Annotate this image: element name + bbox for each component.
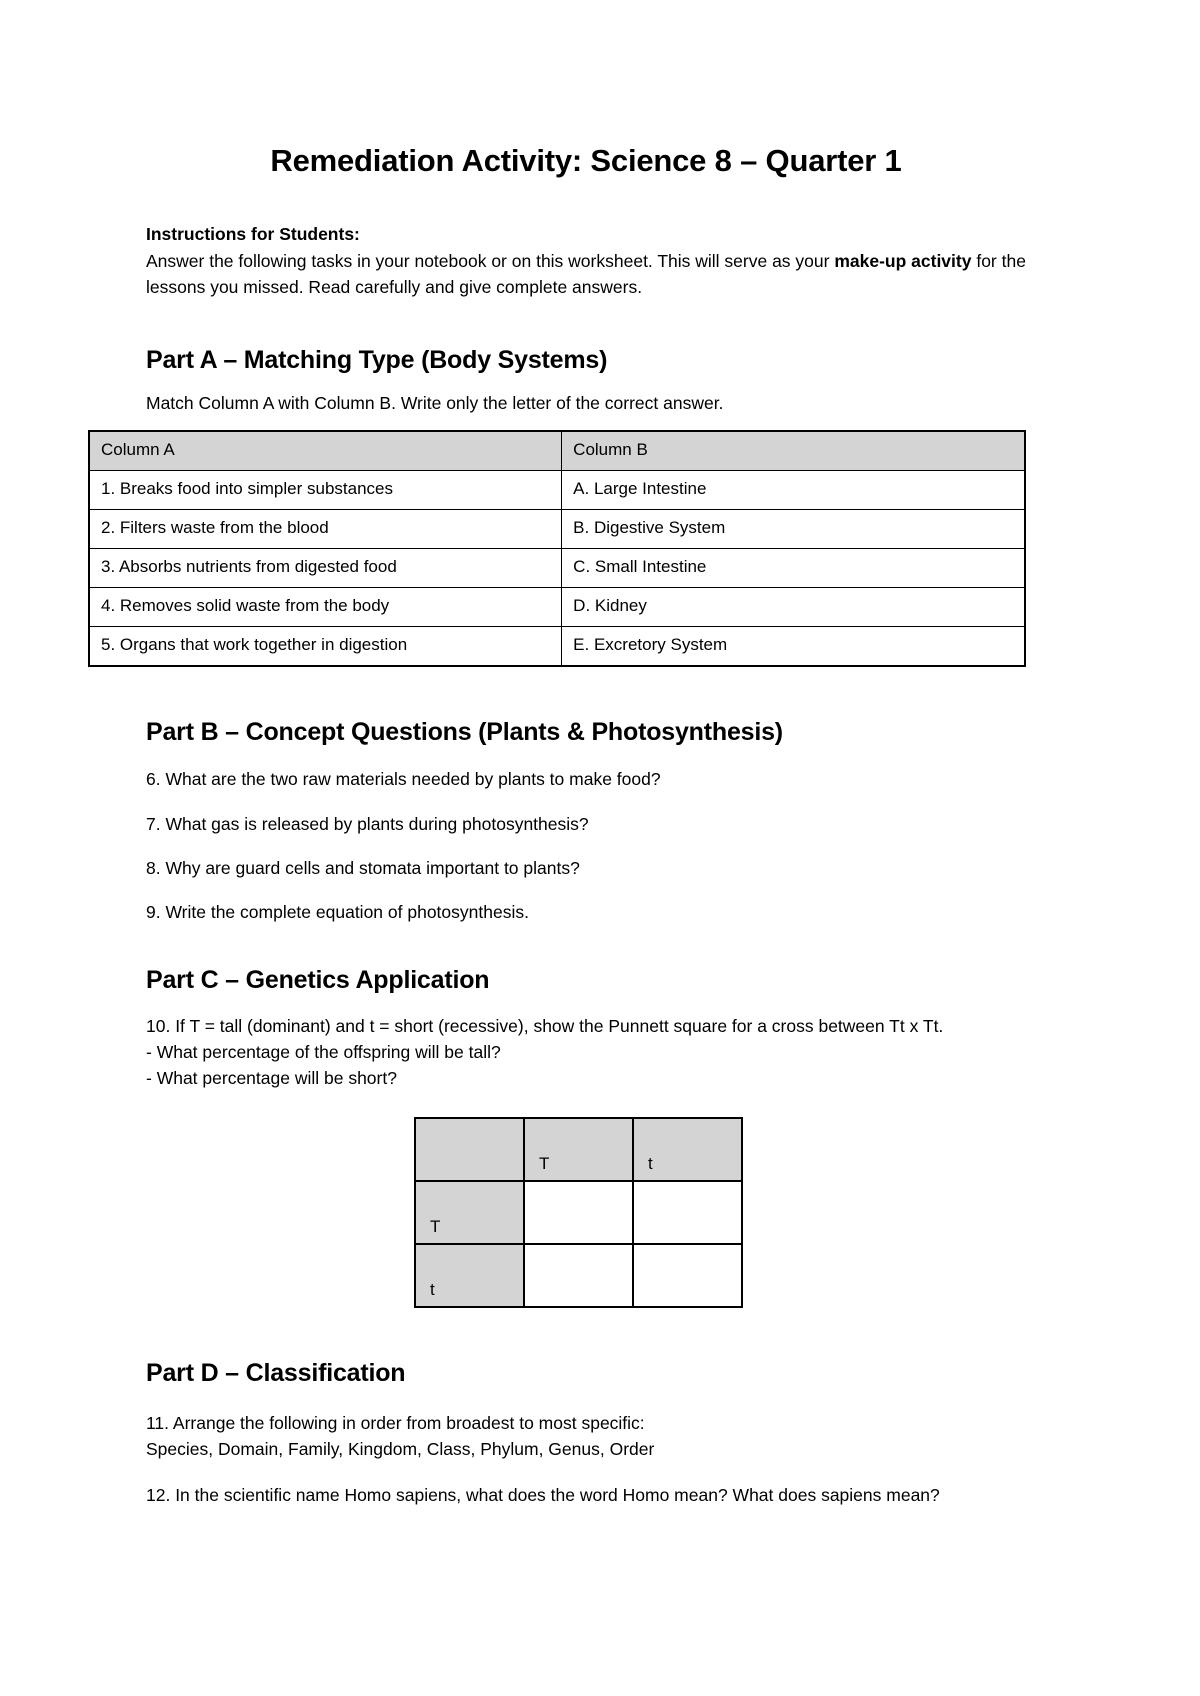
part-c-heading: Part C – Genetics Application	[146, 966, 490, 995]
punnett-square-wrapper	[146, 1117, 1026, 1308]
list-item: 7. What gas is released by plants during photosynthesis?	[146, 813, 589, 834]
punnett-square-table	[414, 1117, 743, 1308]
page-title: Remediation Activity: Science 8 – Quarter 1	[270, 143, 902, 178]
punnett-row-2	[415, 1244, 742, 1307]
table-row	[89, 510, 1025, 549]
punnett-corner-cell	[415, 1118, 524, 1181]
table-header-row	[89, 431, 1025, 470]
punnett-col-header-T: T	[524, 1118, 633, 1181]
part-d-heading: Part D – Classification	[146, 1359, 406, 1388]
part-a-heading: Part A – Matching Type (Body Systems)	[146, 345, 608, 374]
instructions-text-1: Answer the following tasks in your notebook or on this worksheet. This will serve as your	[146, 250, 835, 271]
list-item: 6. What are the two raw materials needed by plants to make food?	[146, 769, 661, 790]
punnett-row-1	[415, 1181, 742, 1244]
matching-table-wrapper	[88, 430, 1026, 667]
punnett-col-header-t: t	[633, 1118, 742, 1181]
question-11-line-1: 11. Arrange the following in order from broadest to most specific:	[146, 1412, 645, 1433]
column-b-header: Column B	[562, 431, 1025, 470]
list-item: 9. Write the complete equation of photosynthesis.	[146, 902, 529, 923]
match-item-1: 1. Breaks food into simpler substances	[89, 471, 562, 510]
match-item-3: 3. Absorbs nutrients from digested food	[89, 549, 562, 588]
list-item: 8. Why are guard cells and stomata important to plants?	[146, 857, 580, 878]
match-option-a: A. Large Intestine	[562, 471, 1025, 510]
match-item-5: 5. Organs that work together in digestion	[89, 627, 562, 666]
instructions-heading: Instructions for Students:	[146, 224, 360, 245]
question-12-text: 12. In the scientific name Homo sapiens, what does the word Homo mean? What does sapiens mean?	[146, 1485, 940, 1506]
instructions-bold-text: make-up activity	[834, 250, 972, 271]
table-row	[89, 588, 1025, 627]
part-b-heading: Part B – Concept Questions (Plants & Photosynthesis)	[146, 718, 783, 747]
table-row	[89, 549, 1025, 588]
table-row	[89, 627, 1025, 666]
instructions-block	[146, 221, 1026, 301]
column-a-header: Column A	[89, 431, 562, 470]
matching-table	[88, 430, 1026, 667]
section-spacer	[146, 667, 1026, 717]
punnett-row-header-t: t	[415, 1244, 524, 1307]
instructions-text-2: for the lessons you missed. Read carefully and give complete answers.	[146, 250, 1026, 298]
punnett-cell-2-2[interactable]	[633, 1244, 742, 1307]
punnett-header-row	[415, 1118, 742, 1181]
match-item-2: 2. Filters waste from the blood	[89, 510, 562, 549]
section-spacer	[146, 1308, 1026, 1358]
question-10-bullet-2: - What percentage will be short?	[146, 1068, 397, 1089]
part-a-subinstruction: Match Column A with Column B. Write only the letter of the correct answer.	[146, 393, 724, 414]
punnett-cell-2-1[interactable]	[524, 1244, 633, 1307]
punnett-row-header-T: T	[415, 1181, 524, 1244]
part-b-question-list	[146, 766, 1026, 925]
table-row	[89, 471, 1025, 510]
match-option-d: D. Kidney	[562, 588, 1025, 627]
question-11-line-2: Species, Domain, Family, Kingdom, Class, Phylum, Genus, Order	[146, 1438, 655, 1459]
question-10-text: 10. If T = tall (dominant) and t = short (recessive), show the Punnett square for a cross between Tt x Tt.	[146, 1015, 944, 1036]
part-d-body	[146, 1410, 1026, 1509]
punnett-cell-1-2[interactable]	[633, 1181, 742, 1244]
document-content	[101, 0, 1026, 1508]
match-option-e: E. Excretory System	[562, 627, 1025, 666]
match-item-4: 4. Removes solid waste from the body	[89, 588, 562, 627]
question-10-bullet-1: - What percentage of the offspring will be tall?	[146, 1041, 501, 1062]
match-option-c: C. Small Intestine	[562, 549, 1025, 588]
match-option-b: B. Digestive System	[562, 510, 1025, 549]
section-spacer	[146, 925, 1026, 965]
punnett-cell-1-1[interactable]	[524, 1181, 633, 1244]
part-c-body	[146, 1013, 1026, 1092]
